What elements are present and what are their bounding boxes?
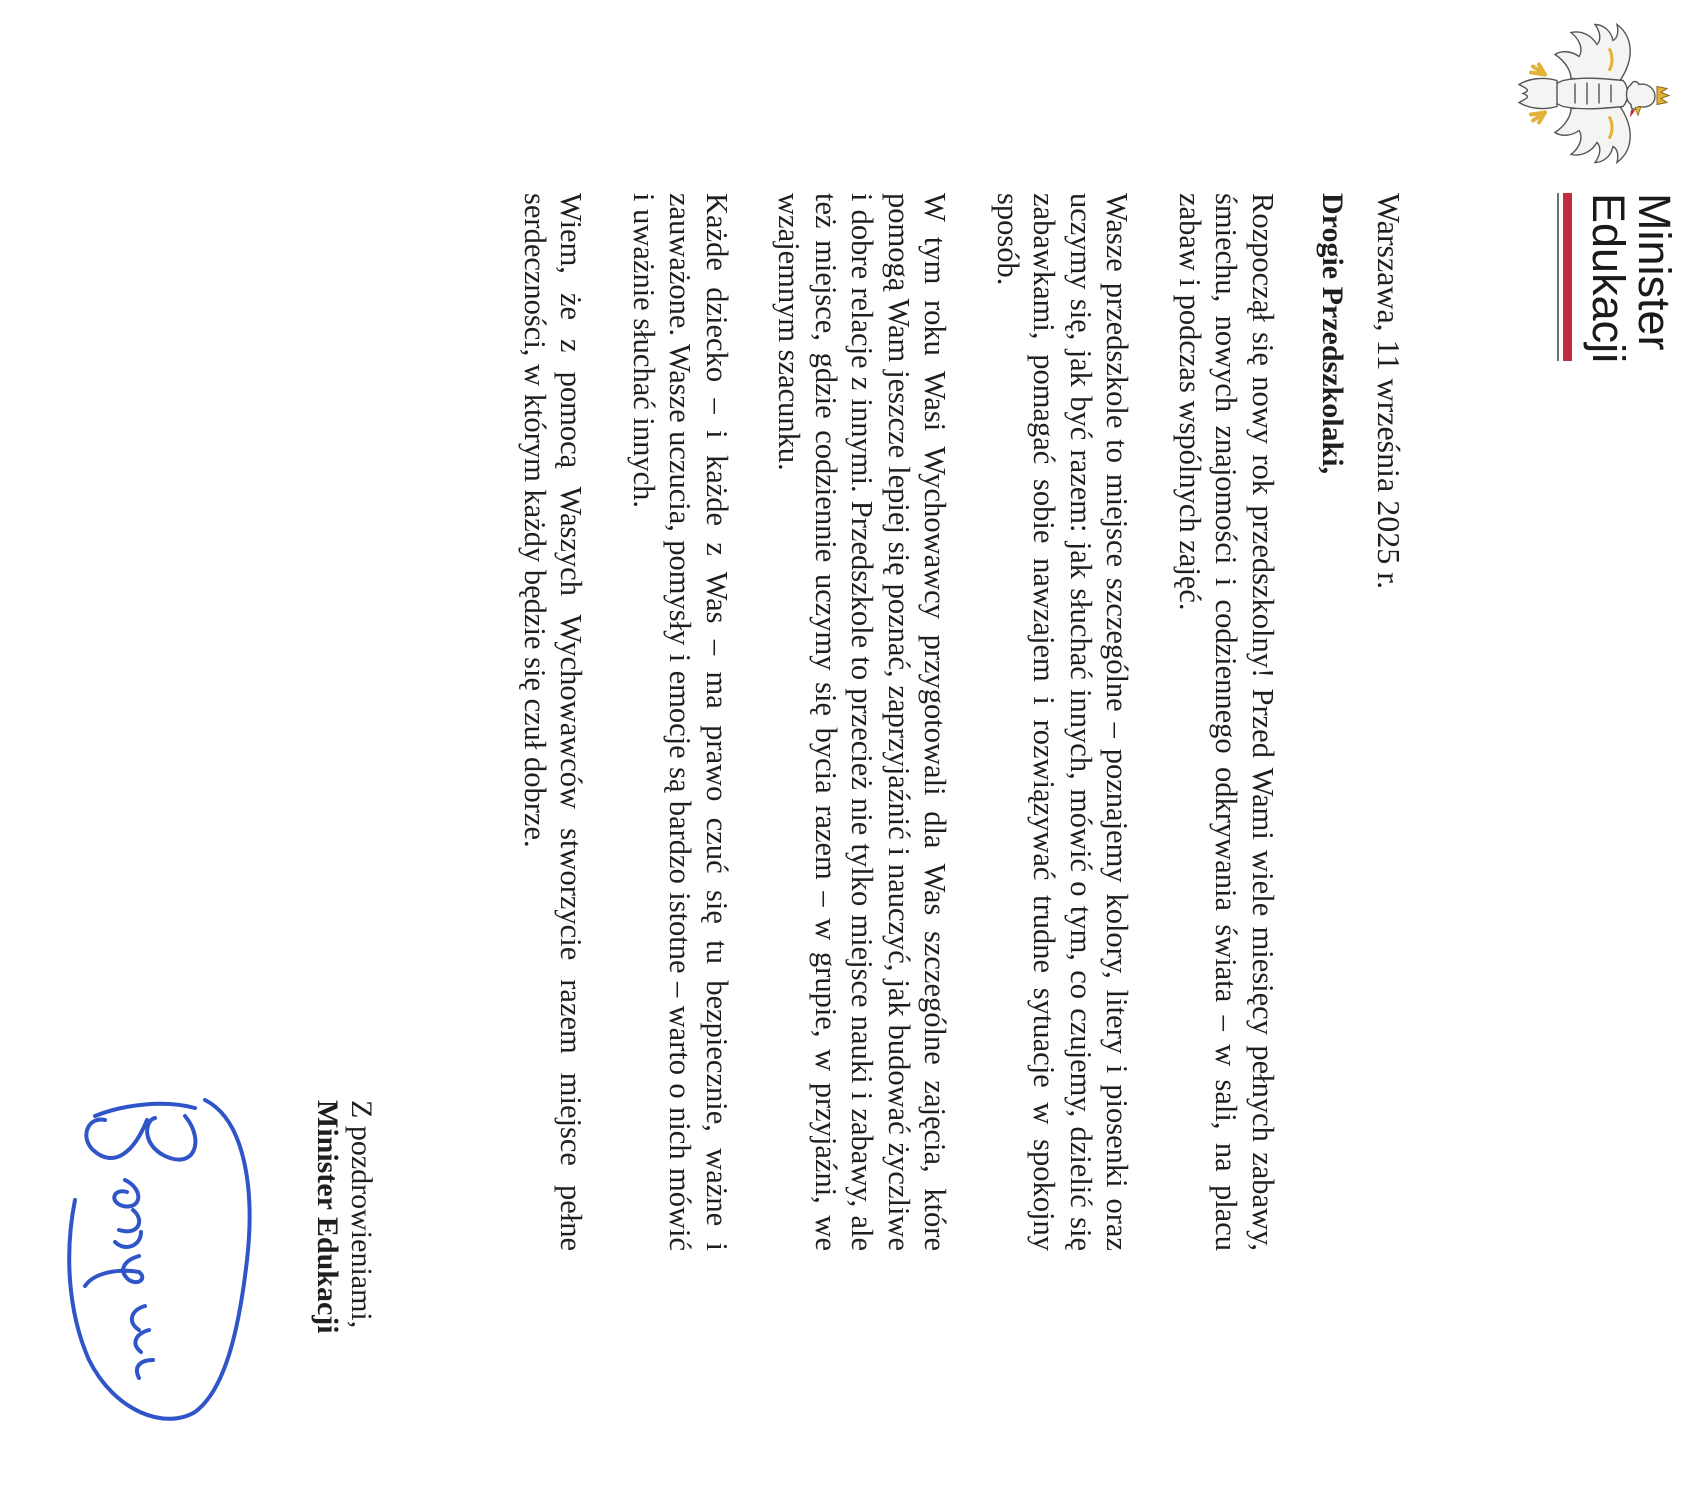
signatory-title: Minister Edukacji bbox=[311, 1100, 344, 1334]
paragraph-1: Rozpoczął się nowy rok przedszkolny! Przed Wami wiele miesięcy pełnych zabawy, śmiechu, nowych znajomości i codziennego odkrywania świata – w sali, na placu zabaw i podczas wspólnych zajęć. bbox=[1173, 193, 1280, 1251]
paragraph-3: W tym roku Wasi Wychowawcy przygotowali dla Was szczególne zajęcia, które pomogą Wam jeszcze lepiej się poznać, zaprzyjaźnić i nauczyć, jak budować życzliwe i dobre relacje z innymi. Przedszkole to przecież nie tylko miejsce nauki i zabawy, ale też miejsce, gdzie codziennie uczymy się bycia razem – w grupie, w przyjaźni, we wzajemnym szacunku. bbox=[772, 193, 953, 1251]
closing-block bbox=[310, 1100, 378, 1334]
brand-bar-red-stripe bbox=[1563, 193, 1572, 361]
place-date: Warszawa, 11 września 2025 r. bbox=[1371, 193, 1407, 590]
salutation: Drogie Przedszkolaki, bbox=[1316, 193, 1349, 475]
paragraph-5: Wiem, że z pomocą Waszych Wychowawców stworzycie razem miejsce pełne serdeczności, w którym każdy będzie się czuł dobrze. bbox=[518, 193, 589, 1251]
handwritten-signature-icon bbox=[55, 1060, 265, 1430]
header-title-line2: Edukacji bbox=[1583, 193, 1634, 364]
polish-white-eagle-emblem-icon bbox=[1515, 16, 1675, 171]
letter-body bbox=[481, 193, 1282, 1251]
paragraph-2: Wasze przedszkole to miejsce szczególne – poznajemy kolory, litery i piosenki oraz uczymy się, jak być razem: jak słuchać innych, mówić o tym, co czujemy, dzielić się zabawkami, pomagać sobie nawzajem i rozwiązywać trudne sytuacje w spokojny sposób. bbox=[991, 193, 1135, 1251]
ministry-header bbox=[1583, 193, 1680, 364]
brand-color-bar bbox=[1552, 193, 1572, 361]
closing-phrase: Z pozdrowieniami, bbox=[345, 1100, 378, 1329]
paragraph-4: Każde dziecko – i każde z Was – ma prawo czuć się tu bezpiecznie, ważne i zauważone. Wasze uczucia, pomysły i emocje są bardzo istotne – warto o nich mówić i uważnie słuchać innych. bbox=[627, 193, 734, 1251]
brand-bar-grey-stripe bbox=[1557, 193, 1559, 361]
header-title-line1: Minister bbox=[1629, 193, 1680, 351]
